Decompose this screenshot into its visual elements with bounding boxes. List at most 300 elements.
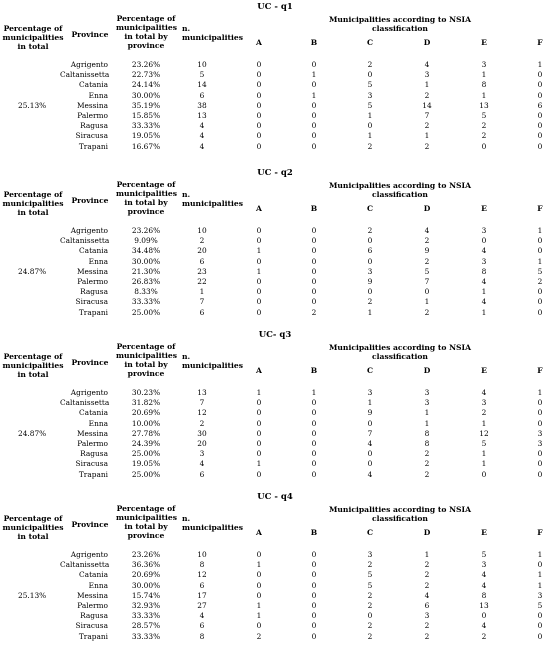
class-count-c: 2 (367, 60, 373, 69)
header-pct-total: Percentage of municipalities in total (2, 190, 64, 217)
province-percentage: 31.82% (131, 398, 161, 408)
municipality-count: 6 (199, 256, 205, 266)
class-count-e: 4 (481, 570, 487, 580)
class-count-e: 2 (481, 631, 487, 641)
municipality-count: 4 (199, 141, 205, 151)
class-count-f: 1 (537, 226, 543, 235)
header-pct-by-province: Percentage of municipalities in total by province (116, 504, 177, 540)
class-count-e: 4 (481, 277, 487, 286)
class-count-a: 0 (256, 226, 262, 235)
header-province: Province (71, 30, 109, 39)
table-row (0, 581, 550, 591)
class-header-b: B (310, 528, 318, 537)
province-name: Palermo (77, 111, 108, 120)
province-percentage: 23.26% (131, 226, 161, 235)
class-count-d: 2 (424, 121, 430, 131)
province-name: Messina (76, 428, 108, 438)
table-row (0, 419, 550, 429)
class-count-f: 0 (537, 80, 543, 90)
class-count-f: 3 (537, 428, 543, 438)
class-count-b: 0 (311, 297, 317, 307)
class-count-b: 0 (311, 449, 317, 459)
class-count-f: 0 (537, 111, 543, 120)
class-header-b: B (310, 366, 318, 375)
uc-section (0, 168, 550, 328)
province-percentage: 24.14% (131, 80, 161, 90)
class-count-f: 0 (537, 631, 543, 641)
class-count-f: 0 (537, 70, 543, 80)
province-name: Caltanissetta (60, 398, 110, 408)
class-count-f: 3 (537, 590, 543, 600)
class-count-e: 3 (481, 398, 487, 408)
province-percentage: 28.57% (131, 621, 161, 631)
province-percentage: 23.26% (131, 550, 161, 559)
header-pct-by-province: Percentage of municipalities in total by province (116, 342, 177, 378)
class-count-a: 1 (256, 388, 262, 397)
province-name: Trapani (78, 469, 108, 479)
class-header-d: D (423, 528, 431, 537)
header-classification: Municipalities according to NSIA classification (329, 343, 471, 361)
municipality-count: 4 (199, 459, 205, 469)
class-count-f: 0 (537, 131, 543, 141)
class-count-b: 0 (311, 560, 317, 570)
class-count-f: 0 (537, 459, 543, 469)
province-name: Catania (79, 408, 108, 418)
class-count-b: 0 (311, 141, 317, 151)
province-percentage: 30.23% (131, 388, 161, 397)
province-name: Agrigento (70, 550, 108, 559)
municipality-count: 38 (197, 100, 207, 110)
class-count-d: 9 (424, 246, 430, 256)
province-name: Messina (76, 100, 108, 110)
province-name: Enna (88, 90, 108, 100)
class-count-b: 1 (311, 388, 317, 397)
table-row (0, 121, 550, 131)
province-percentage: 22.73% (131, 70, 161, 80)
province-name: Messina (76, 590, 108, 600)
uc-section (0, 330, 550, 490)
class-count-a: 1 (256, 611, 262, 621)
province-percentage: 15.74% (131, 590, 161, 600)
municipality-count: 13 (197, 388, 207, 397)
class-count-f: 5 (537, 266, 543, 276)
province-percentage: 20.69% (131, 408, 161, 418)
class-header-b: B (310, 38, 318, 47)
class-count-d: 5 (424, 266, 430, 276)
class-count-d: 2 (424, 449, 430, 459)
class-count-c: 5 (367, 580, 373, 590)
class-count-d: 2 (424, 236, 430, 246)
class-header-c: C (366, 204, 374, 213)
class-count-e: 4 (481, 580, 487, 590)
class-count-a: 1 (256, 266, 262, 276)
province-percentage: 33.33% (131, 611, 161, 621)
class-count-e: 5 (481, 439, 487, 448)
class-count-c: 2 (367, 621, 373, 631)
class-count-d: 8 (424, 439, 430, 448)
class-count-c: 0 (367, 70, 373, 80)
class-count-b: 0 (311, 408, 317, 418)
province-name: Catania (79, 80, 108, 90)
municipality-count: 6 (199, 621, 205, 631)
province-name: Ragusa (80, 611, 108, 621)
class-count-c: 2 (367, 226, 373, 235)
class-count-f: 2 (537, 277, 543, 286)
province-percentage: 34.48% (131, 246, 161, 256)
class-count-f: 1 (537, 550, 543, 559)
province-percentage: 26.83% (131, 277, 161, 286)
class-count-c: 9 (367, 277, 373, 286)
municipality-count: 8 (199, 631, 205, 641)
class-count-c: 3 (367, 550, 373, 559)
province-percentage: 24.39% (131, 439, 161, 448)
class-count-d: 2 (424, 621, 430, 631)
municipality-count: 4 (199, 131, 205, 141)
class-count-a: 1 (256, 459, 262, 469)
class-header-e: E (481, 38, 487, 47)
class-count-a: 0 (256, 297, 262, 307)
class-count-f: 0 (537, 141, 543, 151)
class-count-d: 7 (424, 277, 430, 286)
class-count-d: 4 (424, 226, 430, 235)
class-count-d: 3 (424, 388, 430, 397)
class-count-b: 1 (311, 70, 317, 80)
table-row (0, 632, 550, 642)
municipality-count: 30 (197, 428, 207, 438)
class-count-d: 3 (424, 611, 430, 621)
class-count-c: 0 (367, 121, 373, 131)
class-count-d: 8 (424, 428, 430, 438)
class-count-e: 1 (481, 90, 487, 100)
class-count-d: 2 (424, 256, 430, 266)
municipality-count: 23 (197, 266, 207, 276)
class-header-d: D (423, 366, 431, 375)
class-header-f: F (537, 204, 543, 213)
province-name: Catania (79, 246, 108, 256)
class-count-a: 1 (256, 246, 262, 256)
class-header-d: D (423, 204, 431, 213)
header-classification: Municipalities according to NSIA classification (329, 505, 471, 523)
class-header-c: C (366, 528, 374, 537)
class-count-b: 0 (311, 60, 317, 69)
class-count-d: 2 (424, 570, 430, 580)
municipality-count: 3 (199, 449, 205, 459)
class-count-b: 0 (311, 418, 317, 428)
province-percentage: 19.05% (131, 131, 161, 141)
class-count-d: 1 (424, 408, 430, 418)
province-percentage: 23.26% (131, 60, 161, 69)
class-count-e: 4 (481, 297, 487, 307)
class-count-e: 3 (481, 560, 487, 570)
province-name: Caltanissetta (60, 70, 110, 80)
class-count-f: 0 (537, 287, 543, 297)
class-count-b: 0 (311, 570, 317, 580)
class-count-a: 0 (256, 550, 262, 559)
class-count-f: 0 (537, 246, 543, 256)
class-header-b: B (310, 204, 318, 213)
municipality-count: 8 (199, 560, 205, 570)
municipality-count: 6 (199, 90, 205, 100)
class-count-d: 2 (424, 631, 430, 641)
municipality-count: 2 (199, 418, 205, 428)
class-count-f: 0 (537, 469, 543, 479)
class-count-a: 0 (256, 570, 262, 580)
class-count-b: 0 (311, 398, 317, 408)
class-count-b: 0 (311, 621, 317, 631)
province-name: Ragusa (80, 449, 108, 459)
province-name: Catania (79, 570, 108, 580)
municipality-count: 10 (197, 226, 207, 235)
class-count-f: 0 (537, 236, 543, 246)
class-count-a: 0 (256, 287, 262, 297)
class-count-e: 1 (481, 70, 487, 80)
class-count-c: 0 (367, 287, 373, 297)
municipality-count: 4 (199, 611, 205, 621)
class-count-a: 0 (256, 80, 262, 90)
class-count-c: 0 (367, 459, 373, 469)
province-percentage: 30.00% (131, 256, 161, 266)
class-count-b: 0 (311, 439, 317, 448)
header-n-municipalities: n. municipalities (182, 24, 243, 42)
table-row (0, 236, 550, 246)
province-percentage: 33.33% (131, 297, 161, 307)
class-count-a: 0 (256, 408, 262, 418)
class-count-a: 0 (256, 418, 262, 428)
table-row (0, 60, 550, 70)
class-count-d: 2 (424, 469, 430, 479)
class-header-a: A (256, 38, 262, 47)
class-count-b: 0 (311, 580, 317, 590)
class-count-c: 5 (367, 570, 373, 580)
class-count-a: 0 (256, 621, 262, 631)
header-pct-total: Percentage of municipalities in total (2, 24, 64, 51)
province-name: Palermo (77, 439, 108, 448)
class-count-d: 1 (424, 418, 430, 428)
table-row (0, 439, 550, 449)
class-count-e: 0 (481, 141, 487, 151)
class-count-a: 0 (256, 90, 262, 100)
class-header-e: E (481, 366, 487, 375)
class-count-b: 0 (311, 111, 317, 120)
table-row (0, 308, 550, 318)
municipality-count: 6 (199, 469, 205, 479)
header-province: Province (71, 196, 109, 205)
header-pct-by-province: Percentage of municipalities in total by province (116, 180, 177, 216)
province-percentage: 19.05% (131, 459, 161, 469)
class-count-c: 0 (367, 256, 373, 266)
table-row (0, 611, 550, 621)
province-name: Enna (88, 580, 108, 590)
table-row (0, 570, 550, 580)
header-pct-total: Percentage of municipalities in total (2, 352, 64, 379)
province-percentage: 35.19% (131, 100, 161, 110)
class-count-c: 2 (367, 590, 373, 600)
class-count-c: 1 (367, 307, 373, 317)
class-count-a: 0 (256, 398, 262, 408)
class-count-d: 1 (424, 550, 430, 559)
province-name: Siracusa (75, 131, 108, 141)
class-count-b: 0 (311, 226, 317, 235)
class-count-e: 3 (481, 226, 487, 235)
province-name: Enna (88, 256, 108, 266)
class-count-d: 4 (424, 60, 430, 69)
municipality-count: 12 (197, 570, 207, 580)
class-count-f: 1 (537, 580, 543, 590)
header-classification: Municipalities according to NSIA classification (329, 181, 471, 199)
municipality-count: 22 (197, 277, 207, 286)
class-count-e: 8 (481, 590, 487, 600)
class-header-e: E (481, 528, 487, 537)
province-percentage: 25.00% (131, 307, 161, 317)
class-count-a: 0 (256, 131, 262, 141)
class-count-e: 4 (481, 621, 487, 631)
total-percentage: 24.87% (18, 428, 47, 438)
class-count-c: 1 (367, 111, 373, 120)
class-count-d: 3 (424, 70, 430, 80)
table-row (0, 131, 550, 141)
class-count-f: 1 (537, 570, 543, 580)
class-count-c: 0 (367, 449, 373, 459)
class-count-b: 0 (311, 611, 317, 621)
class-count-a: 0 (256, 70, 262, 80)
province-name: Siracusa (75, 459, 108, 469)
province-percentage: 15.85% (131, 111, 161, 120)
province-name: Trapani (78, 141, 108, 151)
province-name: Caltanissetta (60, 236, 110, 246)
class-count-a: 2 (256, 631, 262, 641)
class-count-b: 0 (311, 601, 317, 610)
uc-section (0, 492, 550, 652)
total-percentage: 24.87% (18, 266, 47, 276)
province-name: Caltanissetta (60, 560, 110, 570)
province-name: Agrigento (70, 388, 108, 397)
province-name: Ragusa (80, 287, 108, 297)
class-count-e: 0 (481, 469, 487, 479)
class-count-b: 0 (311, 459, 317, 469)
class-count-d: 7 (424, 111, 430, 120)
class-count-e: 13 (479, 601, 489, 610)
table-row (0, 550, 550, 560)
class-count-f: 3 (537, 439, 543, 448)
province-percentage: 33.33% (131, 631, 161, 641)
class-count-f: 0 (537, 408, 543, 418)
province-percentage: 32.93% (131, 601, 161, 610)
class-count-f: 0 (537, 621, 543, 631)
class-count-b: 0 (311, 550, 317, 559)
class-count-e: 3 (481, 256, 487, 266)
class-count-f: 0 (537, 449, 543, 459)
class-count-c: 2 (367, 631, 373, 641)
class-count-a: 0 (256, 469, 262, 479)
table-row (0, 297, 550, 307)
header-province: Province (71, 520, 109, 529)
table-row (0, 80, 550, 90)
total-percentage: 25.13% (18, 100, 47, 110)
province-name: Siracusa (75, 621, 108, 631)
class-count-d: 2 (424, 560, 430, 570)
class-count-b: 0 (311, 256, 317, 266)
header-n-municipalities: n. municipalities (182, 190, 243, 208)
class-count-f: 6 (537, 100, 543, 110)
class-count-a: 0 (256, 100, 262, 110)
class-count-c: 2 (367, 601, 373, 610)
section-title: UC - q4 (257, 492, 293, 502)
class-count-b: 0 (311, 246, 317, 256)
class-count-f: 1 (537, 388, 543, 397)
class-count-c: 0 (367, 611, 373, 621)
municipality-count: 6 (199, 307, 205, 317)
class-count-c: 1 (367, 398, 373, 408)
class-count-c: 4 (367, 439, 373, 448)
table-row (0, 70, 550, 80)
class-count-a: 0 (256, 141, 262, 151)
class-count-b: 0 (311, 287, 317, 297)
municipality-count: 5 (199, 70, 205, 80)
province-name: Agrigento (70, 60, 108, 69)
class-count-e: 12 (479, 428, 489, 438)
municipality-count: 6 (199, 580, 205, 590)
class-count-c: 6 (367, 246, 373, 256)
table-row (0, 246, 550, 256)
class-count-b: 1 (311, 90, 317, 100)
class-header-a: A (256, 528, 262, 537)
class-count-d: 1 (424, 80, 430, 90)
province-percentage: 10.00% (131, 418, 161, 428)
header-pct-by-province: Percentage of municipalities in total by province (116, 14, 177, 50)
class-count-b: 0 (311, 236, 317, 246)
province-percentage: 25.00% (131, 449, 161, 459)
province-percentage: 30.00% (131, 580, 161, 590)
class-count-a: 0 (256, 580, 262, 590)
table-row (0, 388, 550, 398)
class-count-d: 1 (424, 131, 430, 141)
class-count-b: 0 (311, 469, 317, 479)
province-name: Siracusa (75, 297, 108, 307)
class-count-d: 2 (424, 580, 430, 590)
province-name: Palermo (77, 601, 108, 610)
class-count-a: 0 (256, 256, 262, 266)
class-count-b: 0 (311, 100, 317, 110)
header-classification: Municipalities according to NSIA classification (329, 15, 471, 33)
class-count-c: 1 (367, 131, 373, 141)
table-row (0, 111, 550, 121)
table-row (0, 142, 550, 152)
municipality-count: 7 (199, 398, 205, 408)
class-count-d: 2 (424, 141, 430, 151)
class-count-e: 13 (479, 100, 489, 110)
class-count-f: 1 (537, 256, 543, 266)
class-header-a: A (256, 204, 262, 213)
municipality-count: 10 (197, 60, 207, 69)
province-name: Palermo (77, 277, 108, 286)
class-count-b: 0 (311, 131, 317, 141)
class-count-a: 1 (256, 601, 262, 610)
class-count-a: 0 (256, 449, 262, 459)
province-percentage: 20.69% (131, 570, 161, 580)
table-row (0, 257, 550, 267)
province-percentage: 27.78% (131, 428, 161, 438)
class-count-e: 1 (481, 449, 487, 459)
table-row (0, 277, 550, 287)
class-count-e: 5 (481, 111, 487, 120)
class-count-d: 2 (424, 459, 430, 469)
class-count-a: 0 (256, 277, 262, 286)
header-province: Province (71, 358, 109, 367)
class-count-d: 4 (424, 590, 430, 600)
class-header-a: A (256, 366, 262, 375)
class-header-d: D (423, 38, 431, 47)
class-count-e: 8 (481, 80, 487, 90)
